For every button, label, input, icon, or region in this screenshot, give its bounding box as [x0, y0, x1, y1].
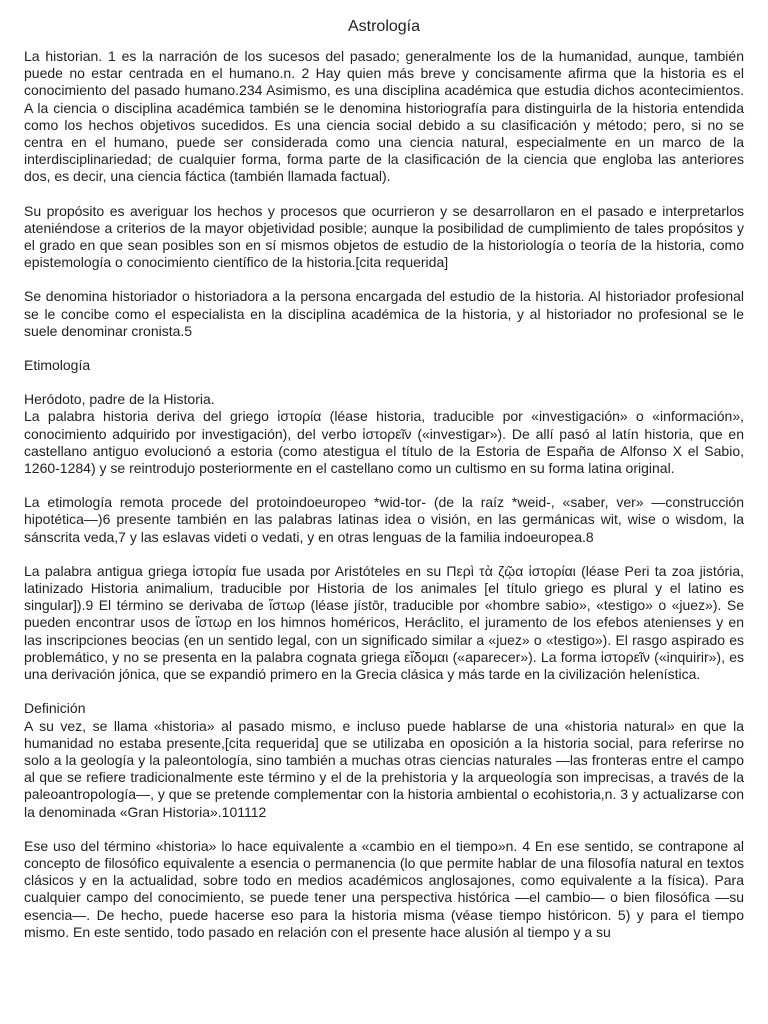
paragraph-purpose: Su propósito es averiguar los hechos y procesos que ocurrieron y se desarrollaron en el pasado e interpretarlos ateniéndose a criterios de la mayor objetividad posible; aunque la posibilidad de cumplimiento de tales propósitos y el grado en que sean posibles son en sí mismos objetos de estudio de la historiología o teoría de la historia, como epistemología o conocimiento científico de la historia.[cita requerida] [24, 202, 744, 271]
paragraph-etymology-aristotle: La palabra antigua griega ἱστορία fue usada por Aristóteles en su Περὶ τὰ ζῷα ἱστορίαι (léase Peri ta zoa jistória, latinizado Historia animalium, traducible por Historia de los animales [el título griego es plural y el latino es singular]).9 El término se derivaba de ἵστωρ (léase jístōr, traducible por «hombre sabio», «testigo» o «juez»). Se pueden encontrar usos de ἵστωρ en los himnos homéricos, Heráclito, el juramento de los efebos atenienses y en las inscripciones beocias (en un sentido legal, con un significado similar a «juez» o «testigo»). El rasgo aspirado es problemático, y no se presenta en la palabra cognata griega εἴδομαι («aparecer»). La forma ἱστορεῖν («inquirir»), es una derivación jónica, que se expandió primero en la Grecia clásica y más tarde en la civilización helenística. [24, 562, 744, 683]
document-page [24, 16, 744, 941]
page-title: Astrología [347, 18, 421, 35]
paragraph-intro: La historian. 1 es la narración de los sucesos del pasado; generalmente los de la humanidad, aunque, también puede no estar centrada en el humano.n. 2 Hay quien más breve y concisamente afirma que la historia es el conocimiento del pasado humano.234 Asimismo, es una disciplina académica que estudia dichos acontecimientos. A la ciencia o disciplina académica también se le denomina historiografía para distinguirla de la historia entendida como los hechos objetivos sucedidos. Es una ciencia social debido a su clasificación y método; pero, si no se centra en el humano, puede ser considerada como una ciencia natural, especialmente en un marco de la interdisciplinariedad; de cualquier forma, forma parte de la clasificación de la ciencia que engloba las anteriores dos, es decir, una ciencia fáctica (también llamada factual). [24, 48, 744, 185]
paragraph-historian: Se denomina historiador o historiadora a la persona encargada del estudio de la historia. Al historiador profesional se le concibe como el especialista en la disciplina académica de la historia, y al historiador no profesional se le suele denominar cronista.5 [24, 288, 744, 339]
paragraph-definition-natural-history: A su vez, se llama «historia» al pasado mismo, e incluso puede hablarse de una «historia natural» en que la humanidad no estaba presente,[cita requerida] que se utilizaba en oposición a la historia social, para referirse no solo a la geología y la paleontología, sino también a muchas otras ciencias naturales —las fronteras entre el campo al que se refiere tradicionalmente este término y el de la prehistoria y la arqueología son imprecisas, a través de la paleoantropología—, y que se pretende complementar con la historia ambiental o ecohistoria,n. 3 y actualizarse con la denominada «Gran Historia».101112 [24, 717, 744, 820]
paragraph-definition-change: Ese uso del término «historia» lo hace equivalente a «cambio en el tiempo»n. 4 En ese sentido, se contrapone al concepto de filosófico equivalente a esencia o permanencia (lo que permite hablar de una filosofía natural en textos clásicos y en la actualidad, sobre todo en medios académicos anglosajones, como equivalente a la física). Para cualquier campo del conocimiento, se puede tener una perspectiva histórica —el cambio— o bien filosófica —su esencia—. De hecho, puede hacerse eso para la historia misma (véase tiempo históricon. 5) y para el tiempo mismo. En este sentido, todo pasado en relación con el presente hace alusión al tiempo y a su [24, 837, 744, 940]
section-heading-definition: Definición [24, 700, 86, 717]
paragraph-etymology-greek: La palabra historia deriva del griego ἱστορία (léase historia, traducible por «investigación» o «información», conocimiento adquirido por investigación), del verbo ἱστορεῖν («investigar»). De allí pasó al latín historia, que en castellano antiguo evolucionó a estoria (como atestigua el título de la Estoria de España de Alfonso X el Sabio, 1260-1284) y se reintrodujo posteriormente en el castellano como un cultismo en su forma latina original. [24, 408, 744, 477]
section-heading-etymology: Etimología [24, 357, 91, 374]
image-caption-herodotus: Heródoto, padre de la Historia. [24, 391, 215, 408]
paragraph-etymology-remote: La etimología remota procede del protoindoeuropeo *wid-tor- (de la raíz *weid-, «saber, ver» —construcción hipotética—)6 presente también en las palabras latinas idea o visión, en las germánicas wit, wise o wisdom, la sánscrita veda,7 y las eslavas videti o vedati, y en otras lenguas de la familia indoeuropea.8 [24, 494, 744, 545]
